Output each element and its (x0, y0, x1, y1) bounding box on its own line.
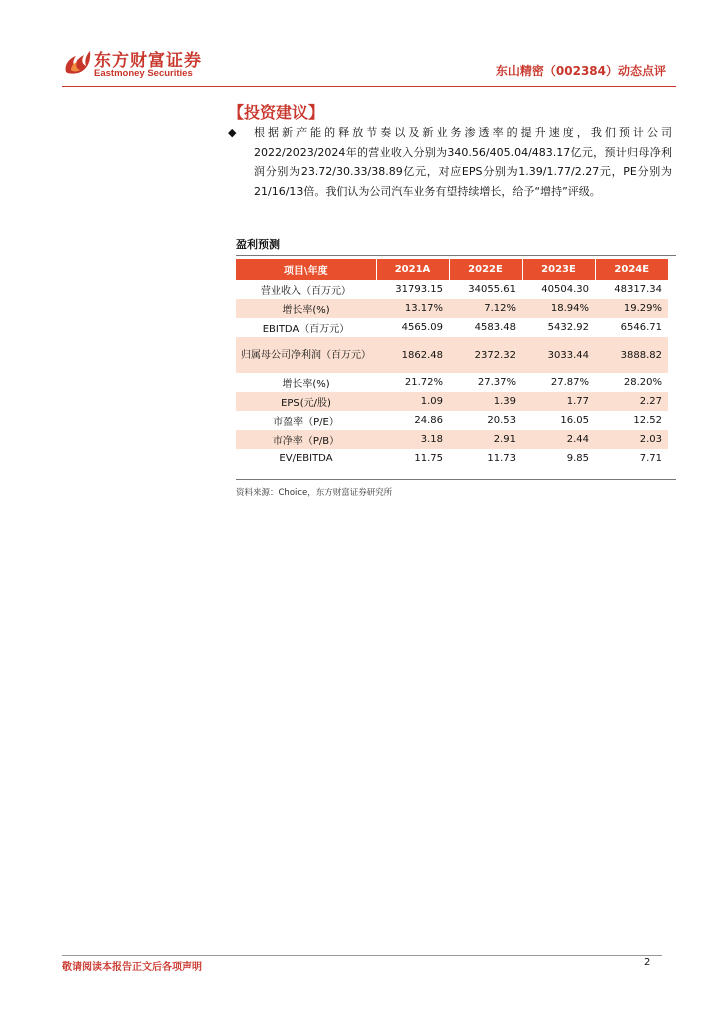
investment-paragraph: 根据新产能的释放节奏以及新业务渗透率的提升速度，我们预计公司2022/2023/2024年的营业收入分别为340.56/405.04/483.17亿元，预计归母净利润分别为23.72/30.33/38.89亿元，对应EPS分别为1.39/1.77/2.27元，PE分别为21/16/13倍。我们认为公司汽车业务有望持续增长，给予“增持”评级。 (254, 126, 672, 198)
row-label: 市净率（P/B） (236, 430, 376, 449)
table-header-row (236, 259, 668, 280)
table-cell: 1862.48 (376, 337, 449, 373)
table-row (236, 299, 668, 318)
company-logo (62, 44, 212, 84)
column-header: 2024E (595, 259, 668, 280)
flame-logo-icon (62, 46, 92, 76)
page-header (0, 0, 724, 100)
column-header: 项目\年度 (236, 259, 376, 280)
table-cell: 9.85 (566, 453, 589, 464)
table-top-divider (236, 255, 676, 256)
table-row (236, 373, 668, 392)
table-cell: 28.20% (623, 377, 662, 388)
table-cell: 1.77 (522, 392, 595, 411)
table-cell: 3.18 (376, 430, 449, 449)
table-cell: 48317.34 (614, 284, 662, 295)
table-cell: 40504.30 (541, 284, 589, 295)
table-bottom-divider (236, 479, 676, 480)
row-label: 营业收入（百万元） (261, 286, 351, 297)
data-source-note: 资料来源：Choice，东方财富证券研究所 (236, 488, 393, 498)
table-cell: 11.75 (414, 453, 443, 464)
footer-divider (62, 955, 662, 956)
page-number: 2 (644, 957, 651, 968)
table-cell: 2.91 (449, 430, 522, 449)
table-cell: 27.87% (550, 377, 589, 388)
table-cell: 24.86 (414, 415, 443, 426)
footer-disclaimer: 敬请阅读本报告正文后各项声明 (62, 962, 202, 973)
table-row (236, 392, 668, 411)
table-row (236, 337, 668, 373)
table-cell: 21.72% (404, 377, 443, 388)
earnings-forecast-table (236, 259, 668, 468)
table-cell: 4565.09 (401, 322, 443, 333)
table-cell: 16.05 (560, 415, 589, 426)
table-row (236, 280, 668, 299)
table-cell: 1.09 (376, 392, 449, 411)
row-label: EPS(元/股) (236, 392, 376, 411)
row-label: 归属母公司净利润（百万元） (241, 349, 371, 361)
section-heading: 【投资建议】 (228, 103, 325, 122)
table-cell: 13.17% (376, 299, 449, 318)
table-cell: 4583.48 (474, 322, 516, 333)
table-row (236, 430, 668, 449)
table-cell: 5432.92 (547, 322, 589, 333)
table-cell: 11.73 (487, 453, 516, 464)
table-cell: 7.12% (449, 299, 522, 318)
diamond-bullet-icon: ◆ (228, 126, 237, 139)
row-label: 增长率(%) (282, 379, 330, 390)
table-cell: 34055.61 (468, 284, 516, 295)
row-label: 市盈率（P/E） (273, 417, 339, 428)
table-cell: 1.39 (449, 392, 522, 411)
table-cell: 2.44 (522, 430, 595, 449)
table-cell: 18.94% (522, 299, 595, 318)
table-row (236, 449, 668, 468)
logo-english-name: Eastmoney Securities (94, 68, 193, 79)
column-header: 2023E (522, 259, 595, 280)
row-label: EV/EBITDA (279, 453, 333, 464)
table-cell: 19.29% (595, 299, 668, 318)
table-cell: 2372.32 (449, 337, 522, 373)
column-header: 2022E (449, 259, 522, 280)
table-cell: 2.03 (595, 430, 668, 449)
table-cell: 3888.82 (595, 337, 668, 373)
logo-chinese-name: 东方财富证券 (94, 51, 202, 71)
table-row (236, 318, 668, 337)
header-divider (62, 86, 676, 87)
column-header: 2021A (376, 259, 449, 280)
table-cell: 12.52 (633, 415, 662, 426)
table-cell: 3033.44 (522, 337, 595, 373)
table-cell: 27.37% (477, 377, 516, 388)
table-cell: 7.71 (639, 453, 662, 464)
row-label: 增长率(%) (236, 299, 376, 318)
table-cell: 20.53 (487, 415, 516, 426)
table-row (236, 411, 668, 430)
table-cell: 6546.71 (620, 322, 662, 333)
row-label: EBITDA（百万元） (262, 324, 350, 335)
report-title: 东山精密（002384）动态点评 (495, 64, 666, 78)
table-cell: 2.27 (595, 392, 668, 411)
table-cell: 31793.15 (395, 284, 443, 295)
table-title: 盈利预测 (236, 238, 280, 251)
